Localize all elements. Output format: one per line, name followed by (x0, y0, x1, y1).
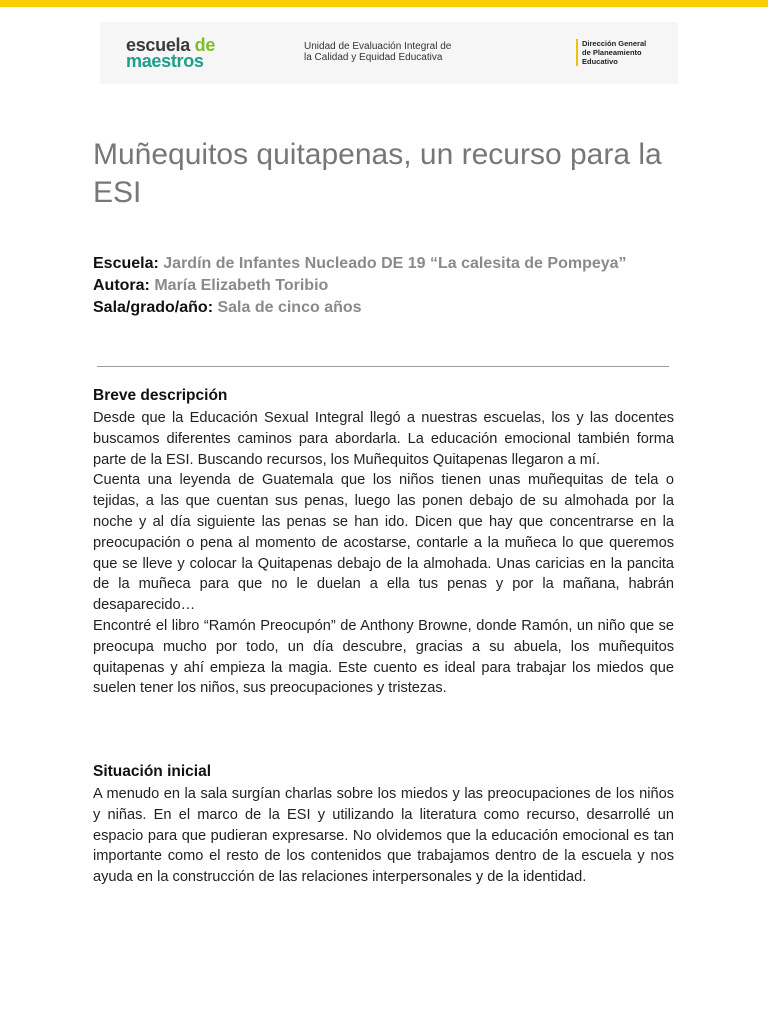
grade-value: Sala de cinco años (217, 299, 362, 316)
author-row (93, 275, 673, 297)
school-row (93, 253, 673, 275)
grade-label: Sala/grado/año: (93, 299, 214, 316)
top-accent-bar (0, 0, 768, 7)
description-section (93, 386, 674, 699)
planning-direction-label (576, 39, 646, 66)
description-paragraph-2: Cuenta una leyenda de Guatemala que los niños tienen unas muñequitas de tela o tejidas, a las que cuentan sus penas, luego las ponen debajo de su almohada por la noche y al día siguiente las penas se han ido. Dicen que hay que concentrarse en la preocupación o pena al momento de acostarse, contarle a la muñeca lo que queremos que se lleve y colocar la Quitapenas debajo de la almohada. Unas caricias en la pancita de la muñeca para que no le duelan a ella tus penas y por la mañana, habrán desaparecido… (93, 472, 674, 614)
document-metadata (93, 253, 673, 319)
school-value: Jardín de Infantes Nucleado DE 19 “La calesita de Pompeya” (163, 255, 627, 272)
unit-line-1: Unidad de Evaluación Integral de (304, 41, 452, 52)
logo-text-escuela: escuela (126, 35, 195, 55)
initial-situation-heading: Situación inicial (93, 763, 211, 780)
evaluation-unit-label (304, 41, 451, 63)
initial-situation-paragraph: A menudo en la sala surgían charlas sobre los miedos y las preocupaciones de los niños y niñas. En el marco de la ESI y utilizando la literatura como recurso, desarrollé un espacio para que pudieran expresarse. No olvidemos que la educación emocional es tan importante como el resto de los contenidos que trabajamos dentro de la escuela y nos ayuda en la construcción de las relaciones interpersonales y de la identidad. (93, 786, 674, 886)
dir-line-2: de Planeamiento (582, 48, 642, 57)
escuela-de-maestros-logo (126, 37, 215, 69)
dir-line-1: Dirección General (582, 39, 647, 48)
grade-row (93, 297, 673, 319)
author-value: María Elizabeth Toribio (154, 277, 329, 294)
initial-situation-section (93, 762, 674, 888)
description-paragraph-1: Desde que la Educación Sexual Integral llegó a nuestras escuelas, los y las docentes buscamos diferentes caminos para abordarla. La educación emocional también forma parte de la ESI. Buscando recursos, los Muñequitos Quitapenas llegaron a mí. (93, 410, 674, 468)
unit-line-2: la Calidad y Equidad Educativa (304, 52, 443, 63)
section-divider (97, 366, 669, 367)
document-title: Muñequitos quitapenas, un recurso para la ESI (93, 138, 662, 209)
description-paragraph-3: Encontré el libro “Ramón Preocupón” de Anthony Browne, donde Ramón, un niño que se preocupa mucho por todo, un día descubre, gracias a su abuela, los muñequitos quitapenas y ahí empieza la magia. Este cuento es ideal para trabajar los miedos que suelen tener los niños, sus preocupaciones y tristezas. (93, 617, 674, 697)
author-label: Autora: (93, 277, 150, 294)
school-label: Escuela: (93, 255, 159, 272)
logo-text-maestros: maestros (126, 51, 204, 71)
dir-line-3: Educativo (582, 57, 618, 66)
logo-text-de: de (194, 35, 216, 55)
page-header (100, 22, 678, 84)
description-heading: Breve descripción (93, 387, 228, 404)
